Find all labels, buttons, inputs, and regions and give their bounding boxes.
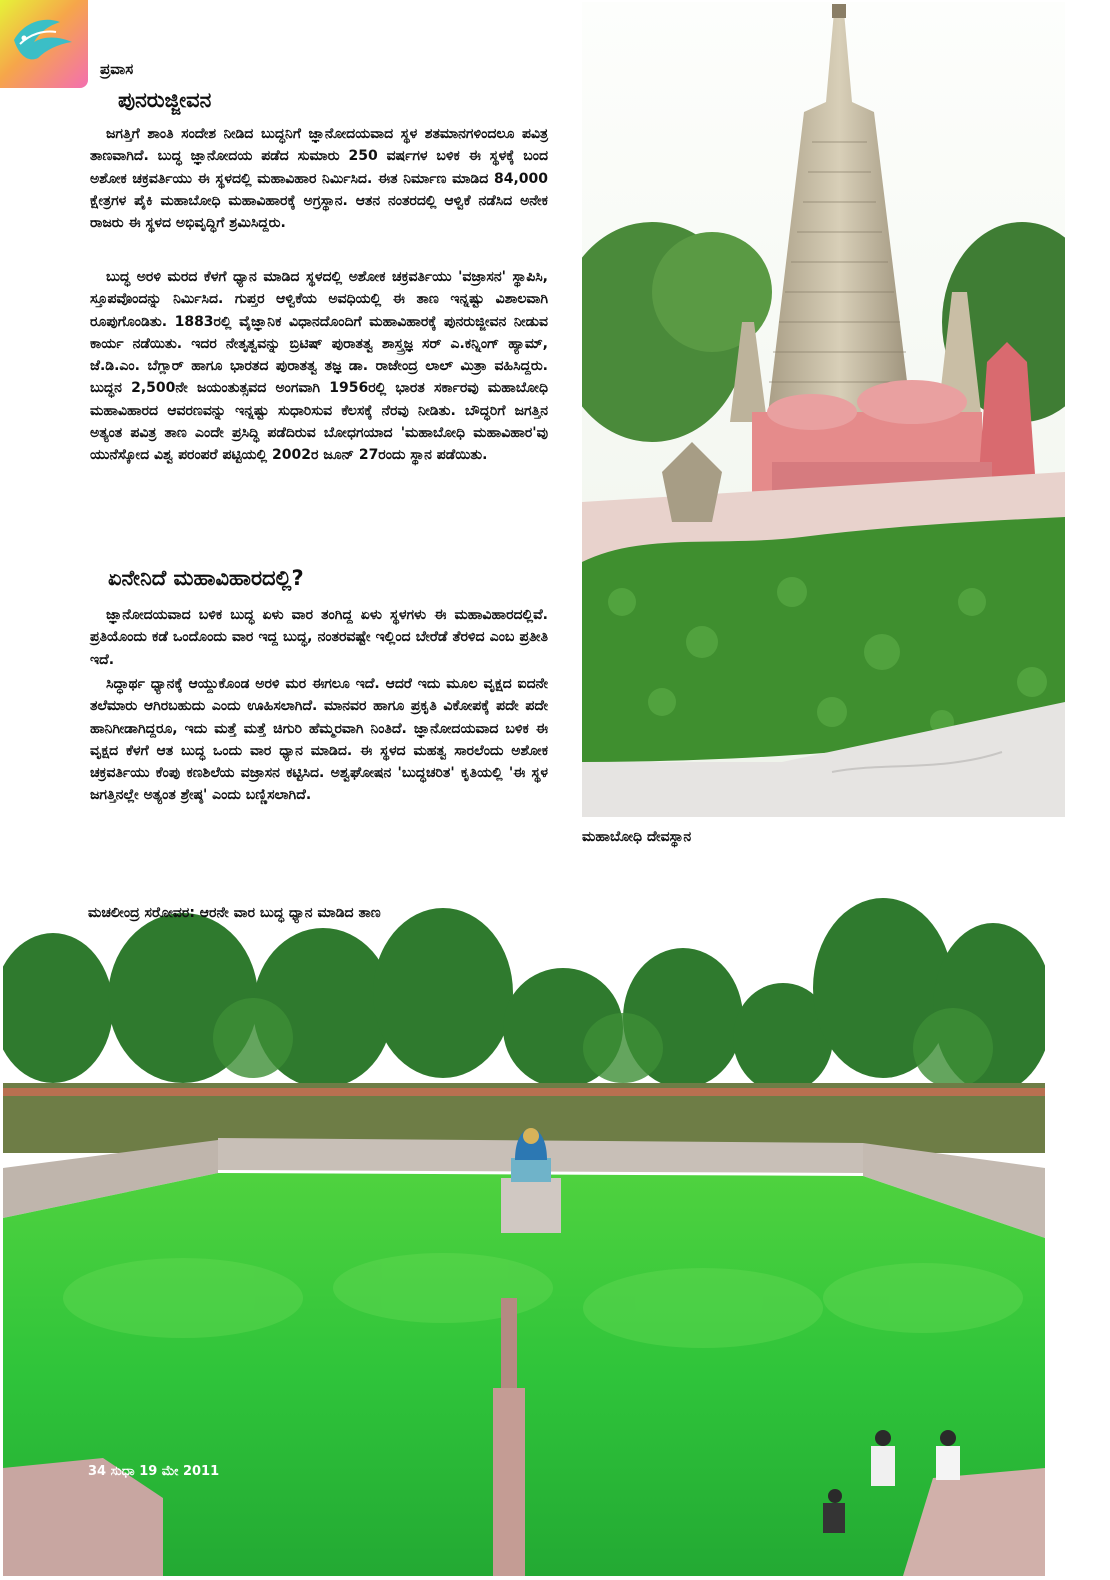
paragraph-2: ಬುದ್ಧ ಅರಳಿ ಮರದ ಕೆಳಗೆ ಧ್ಯಾನ ಮಾಡಿದ ಸ್ಥಳದಲ್ಲಿ ಅಶೋಕ ಚಕ್ರವರ್ತಿಯು 'ವಜ್ರಾಸನ' ಸ್ಥಾಪಿಸಿ, ಸ್ತೂಪವೊಂದನ್ನು ನಿರ್ಮಿಸಿದ. ಗುಪ್ತರ ಆಳ್ವಿಕೆಯ ಅವಧಿಯಲ್ಲಿ ಈ ತಾಣ ಇನ್ನಷ್ಟು ವಿಶಾಲವಾಗಿ ರೂಪುಗೊಂಡಿತು. 1883ರಲ್ಲಿ ವೈಜ್ಞಾನಿಕ ವಿಧಾನದೊಂದಿಗೆ ಮಹಾವಿಹಾರಕ್ಕೆ ಪುನರುಜ್ಜೀವನ ನೀಡುವ ಕಾರ್ಯ ನಡೆಯಿತು. ಇದರ ನೇತೃತ್ವವನ್ನು ಬ್ರಿಟಿಷ್ ಪುರಾತತ್ವ ಶಾಸ್ತ್ರಜ್ಞ ಸರ್ ಎ.ಕನ್ನಿಂಗ್ ಹ್ಯಾಮ್, ಜೆ.ಡಿ.ಎಂ. ಬೆಗ್ಲಾರ್ ಹಾಗೂ ಭಾರತದ ಪುರಾತತ್ವ ತಜ್ಞ ಡಾ. ರಾಜೇಂದ್ರ ಲಾಲ್ ಮಿತ್ರಾ ವಹಿಸಿದ್ದರು. ಬುದ್ಧನ 2,500ನೇ ಜಯಂತುತ್ಸವದ ಅಂಗವಾಗಿ 1956ರಲ್ಲಿ ಭಾರತ ಸರ್ಕಾರವು ಮಹಾಬೋಧಿ ಮಹಾವಿಹಾರದ ಆವರಣವನ್ನು ಇನ್ನಷ್ಟು ಸುಧಾರಿಸುವ ಕೆಲಸಕ್ಕೆ ನೆರವು ನೀಡಿತು. ಬೌದ್ಧರಿಗೆ ಜಗತ್ತಿನ ಅತ್ಯಂತ ಪವಿತ್ರ ತಾಣ ಎಂದೇ ಪ್ರಸಿದ್ಧಿ ಪಡೆದಿರುವ ಬೋಧಗಯಾದ 'ಮಹಾಬೋಧಿ ಮಹಾವಿಹಾರ'ವು ಯುನೆಸ್ಕೋದ ವಿಶ್ವ ಪರಂಪರೆ ಪಟ್ಟಿಯಲ್ಲಿ 2002ರ ಜೂನ್ 27ರಂದು ಸ್ಥಾನ ಪಡೆಯಿತು. <box>90 269 548 464</box>
paragraph-4: ಸಿದ್ಧಾರ್ಥ ಧ್ಯಾನಕ್ಕೆ ಆಯ್ದುಕೊಂಡ ಅರಳಿ ಮರ ಈಗಲೂ ಇದೆ. ಆದರೆ ಇದು ಮೂಲ ವೃಕ್ಷದ ಐದನೇ ತಲೆಮಾರು ಆಗಿರಬಹುದು ಎಂದು ಊಹಿಸಲಾಗಿದೆ. ಮಾನವರ ಹಾಗೂ ಪ್ರಕೃತಿ ವಿಕೋಪಕ್ಕೆ ಪದೇ ಪದೇ ಹಾನಿಗೀಡಾಗಿದ್ದರೂ, ಇದು ಮತ್ತೆ ಮತ್ತೆ ಚಿಗುರಿ ಹೆಮ್ಮರವಾಗಿ ನಿಂತಿದೆ. ಜ್ಞಾನೋದಯವಾದ ಬಳಿಕ ಈ ವೃಕ್ಷದ ಕೆಳಗೆ ಆತ ಬುದ್ಧ ಒಂದು ವಾರ ಧ್ಯಾನ ಮಾಡಿದ. ಈ ಸ್ಥಳದ ಮಹತ್ವ ಸಾರಲೆಂದು ಅಶೋಕ ಚಕ್ರವರ್ತಿಯು ಕೆಂಪು ಕಣಶಿಲೆಯ ವಜ್ರಾಸನ ಕಟ್ಟಿಸಿದ. ಅಶ್ವಘೋಷನ 'ಬುದ್ಧಚರಿತ' ಕೃತಿಯಲ್ಲಿ 'ಈ ಸ್ಥಳ ಜಗತ್ತಿನಲ್ಲೇ ಅತ್ಯಂತ ಶ್ರೇಷ್ಠ' ಎಂದು ಬಣ್ಣಿಸಲಾಗಿದೆ. <box>90 676 548 804</box>
heading-what-is-there: ಏನೇನಿದೆ ಮಹಾವಿಹಾರದಲ್ಲಿ? <box>108 566 304 590</box>
caption-lake: ಮಚಲೀಂದ್ರ ಸರೋವರ: ಆರನೇ ವಾರ ಬುದ್ಧ ಧ್ಯಾನ ಮಾಡಿದ ತಾಣ <box>88 905 381 921</box>
folio <box>88 1464 219 1479</box>
caption-temple: ಮಹಾಬೋಧಿ ದೇವಸ್ಥಾನ <box>582 829 692 845</box>
temple-photo <box>582 2 1065 817</box>
magazine-logo <box>0 0 88 88</box>
mahabodhi-temple-illustration <box>582 2 1065 817</box>
paragraph-1: ಜಗತ್ತಿಗೆ ಶಾಂತಿ ಸಂದೇಶ ನೀಡಿದ ಬುದ್ಧನಿಗೆ ಜ್ಞಾನೋದಯವಾದ ಸ್ಥಳ ಶತಮಾನಗಳಿಂದಲೂ ಪವಿತ್ರ ತಾಣವಾಗಿದೆ. ಬುದ್ಧ ಜ್ಞಾನೋದಯ ಪಡೆದ ಸುಮಾರು 250 ವರ್ಷಗಳ ಬಳಿಕ ಈ ಸ್ಥಳಕ್ಕೆ ಬಂದ ಅಶೋಕ ಚಕ್ರವರ್ತಿಯು ಈ ಸ್ಥಳದಲ್ಲಿ ಮಹಾವಿಹಾರ ನಿರ್ಮಿಸಿದ. ಈತ ನಿರ್ಮಾಣ ಮಾಡಿದ 84,000 ಕ್ಷೇತ್ರಗಳ ಪೈಕಿ ಮಹಾಬೋಧಿ ಮಹಾವಿಹಾರಕ್ಕೆ ಅಗ್ರಸ್ಥಾನ. ಆತನ ನಂತರದಲ್ಲಿ ಆಳ್ವಿಕೆ ನಡೆಸಿದ ಅನೇಕ ರಾಜರು ಈ ಸ್ಥಳದ ಅಭಿವೃದ್ಧಿಗೆ ಶ್ರಮಿಸಿದ್ದರು. <box>90 126 548 232</box>
paragraph-3: ಜ್ಞಾನೋದಯವಾದ ಬಳಿಕ ಬುದ್ಧ ಏಳು ವಾರ ತಂಗಿದ್ದ ಏಳು ಸ್ಥಳಗಳು ಈ ಮಹಾವಿಹಾರದಲ್ಲಿವೆ. ಪ್ರತಿಯೊಂದು ಕಡೆ ಒಂದೊಂದು ವಾರ ಇದ್ದ ಬುದ್ಧ, ನಂತರವಷ್ಟೇ ಇಲ್ಲಿಂದ ಬೇರೆಡೆ ತೆರಳಿದ ಎಂಬ ಪ್ರತೀತಿ ಇದೆ. <box>90 607 548 668</box>
heading-revival: ಪುನರುಜ್ಜೀವನ <box>118 88 212 112</box>
issue-date: 19 ಮೇ 2011 <box>139 1464 220 1479</box>
section-label: ಪ್ರವಾಸ <box>100 60 134 78</box>
magazine-name: ಸುಧಾ <box>110 1464 135 1479</box>
page-number: 34 <box>88 1464 107 1479</box>
bird-icon <box>0 0 88 88</box>
